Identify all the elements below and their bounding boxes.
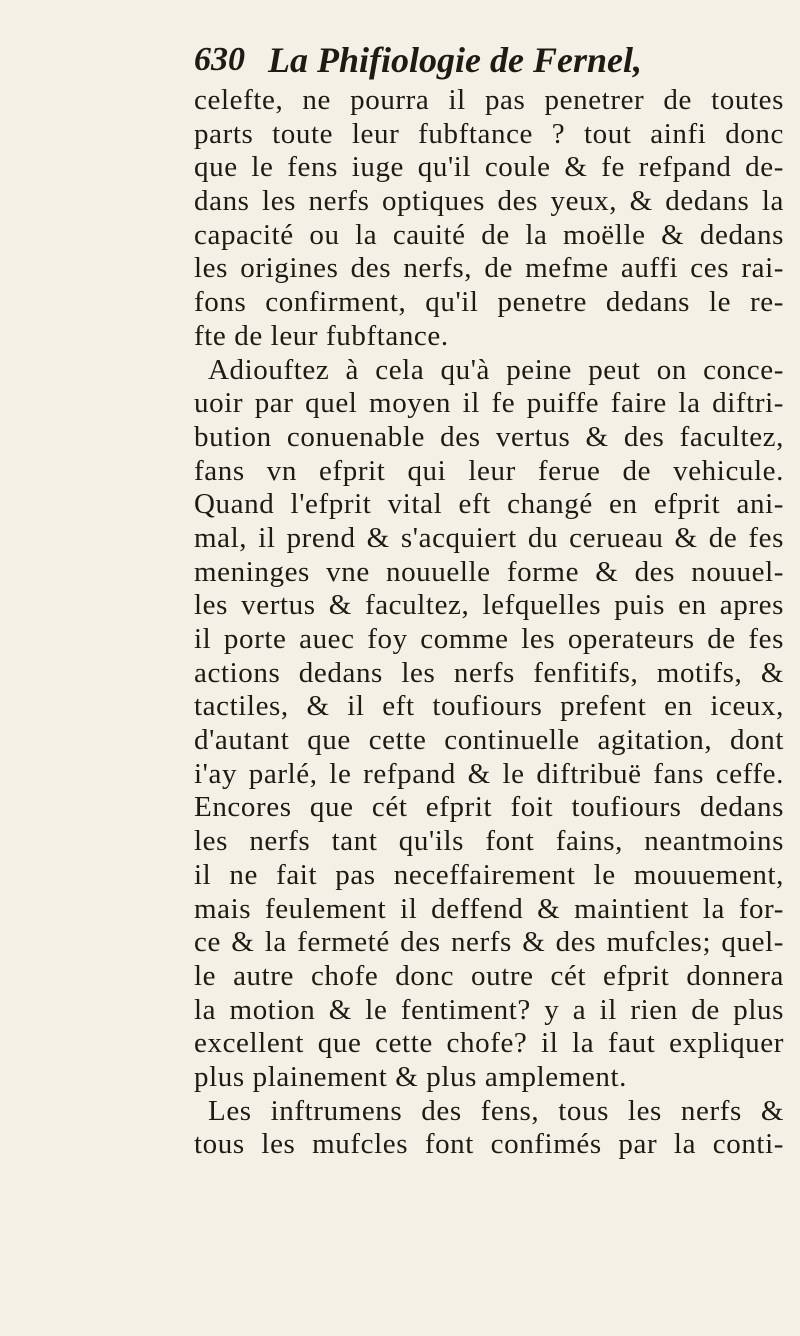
text-line: actions dedans les nerfs fenfitifs, motifs, & bbox=[194, 656, 784, 689]
text-line: les origines des nerfs, de mefme auffi ces rai- bbox=[194, 252, 784, 285]
text-line: les nerfs tant qu'ils font fains, neantmoins bbox=[194, 825, 784, 858]
text-line: fans vn efprit qui leur ferue de vehicule. bbox=[194, 454, 784, 487]
text-line: tactiles, & il eft toufiours prefent en iceux, bbox=[194, 690, 784, 723]
text-line: mal, il prend & s'acquiert du cerueau & de fes bbox=[194, 521, 784, 554]
text-line: les vertus & facultez, lefquelles puis en apres bbox=[194, 589, 784, 622]
text-line: il porte auec foy comme les operateurs de fes bbox=[194, 623, 784, 655]
text-line: mais feulement il deffend & maintient la for- bbox=[194, 892, 784, 925]
text-line: Encores que cét efprit foit toufiours dedans bbox=[194, 791, 784, 824]
page-number: 630 bbox=[194, 41, 245, 78]
text-line: tous les mufcles font confimés par la conti- bbox=[194, 1128, 784, 1161]
text-line: ce & la fermeté des nerfs & des mufcles; quel- bbox=[194, 926, 784, 959]
text-line: meninges vne nouuelle forme & des nouuel- bbox=[194, 555, 784, 588]
body-text bbox=[194, 84, 784, 1162]
text-line: dans les nerfs optiques des yeux, & dedans la bbox=[194, 185, 784, 218]
text-line: capacité ou la cauité de la moëlle & dedans bbox=[194, 218, 784, 251]
text-line: excellent que cette chofe? il la faut expliquer bbox=[194, 1027, 784, 1060]
text-line: celefte, ne pourra il pas penetrer de toutes bbox=[194, 84, 784, 116]
text-line: Quand l'efprit vital eft changé en efprit ani- bbox=[194, 488, 784, 521]
text-line: d'autant que cette continuelle agitation, dont bbox=[194, 724, 784, 757]
text-line: Les inftrumens des fens, tous les nerfs & bbox=[208, 1094, 784, 1127]
running-title: La Phifiologie de Fernel, bbox=[268, 40, 642, 80]
text-line: fons confirment, qu'il penetre dedans le re- bbox=[194, 286, 784, 319]
text-line: la motion & le fentiment? y a il rien de plus bbox=[194, 993, 784, 1026]
text-line: que le fens iuge qu'il coule & fe refpand de- bbox=[194, 151, 784, 184]
text-line: i'ay parlé, le refpand & le diftribuë fans ceffe. bbox=[194, 757, 784, 790]
text-line: le autre chofe donc outre cét efprit donnera bbox=[194, 959, 784, 992]
text-line: parts toute leur fubftance ? tout ainfi donc bbox=[194, 117, 784, 150]
text-line: il ne fait pas neceffairement le mouuement, bbox=[194, 858, 784, 891]
text-line: fte de leur fubftance. bbox=[194, 319, 449, 352]
text-line: bution conuenable des vertus & des facultez, bbox=[194, 420, 784, 453]
text-line: uoir par quel moyen il fe puiffe faire la diftri- bbox=[194, 387, 784, 420]
text-line: plus plainement & plus amplement. bbox=[194, 1060, 627, 1093]
text-line: Adiouftez à cela qu'à peine peut on conce- bbox=[208, 353, 784, 386]
